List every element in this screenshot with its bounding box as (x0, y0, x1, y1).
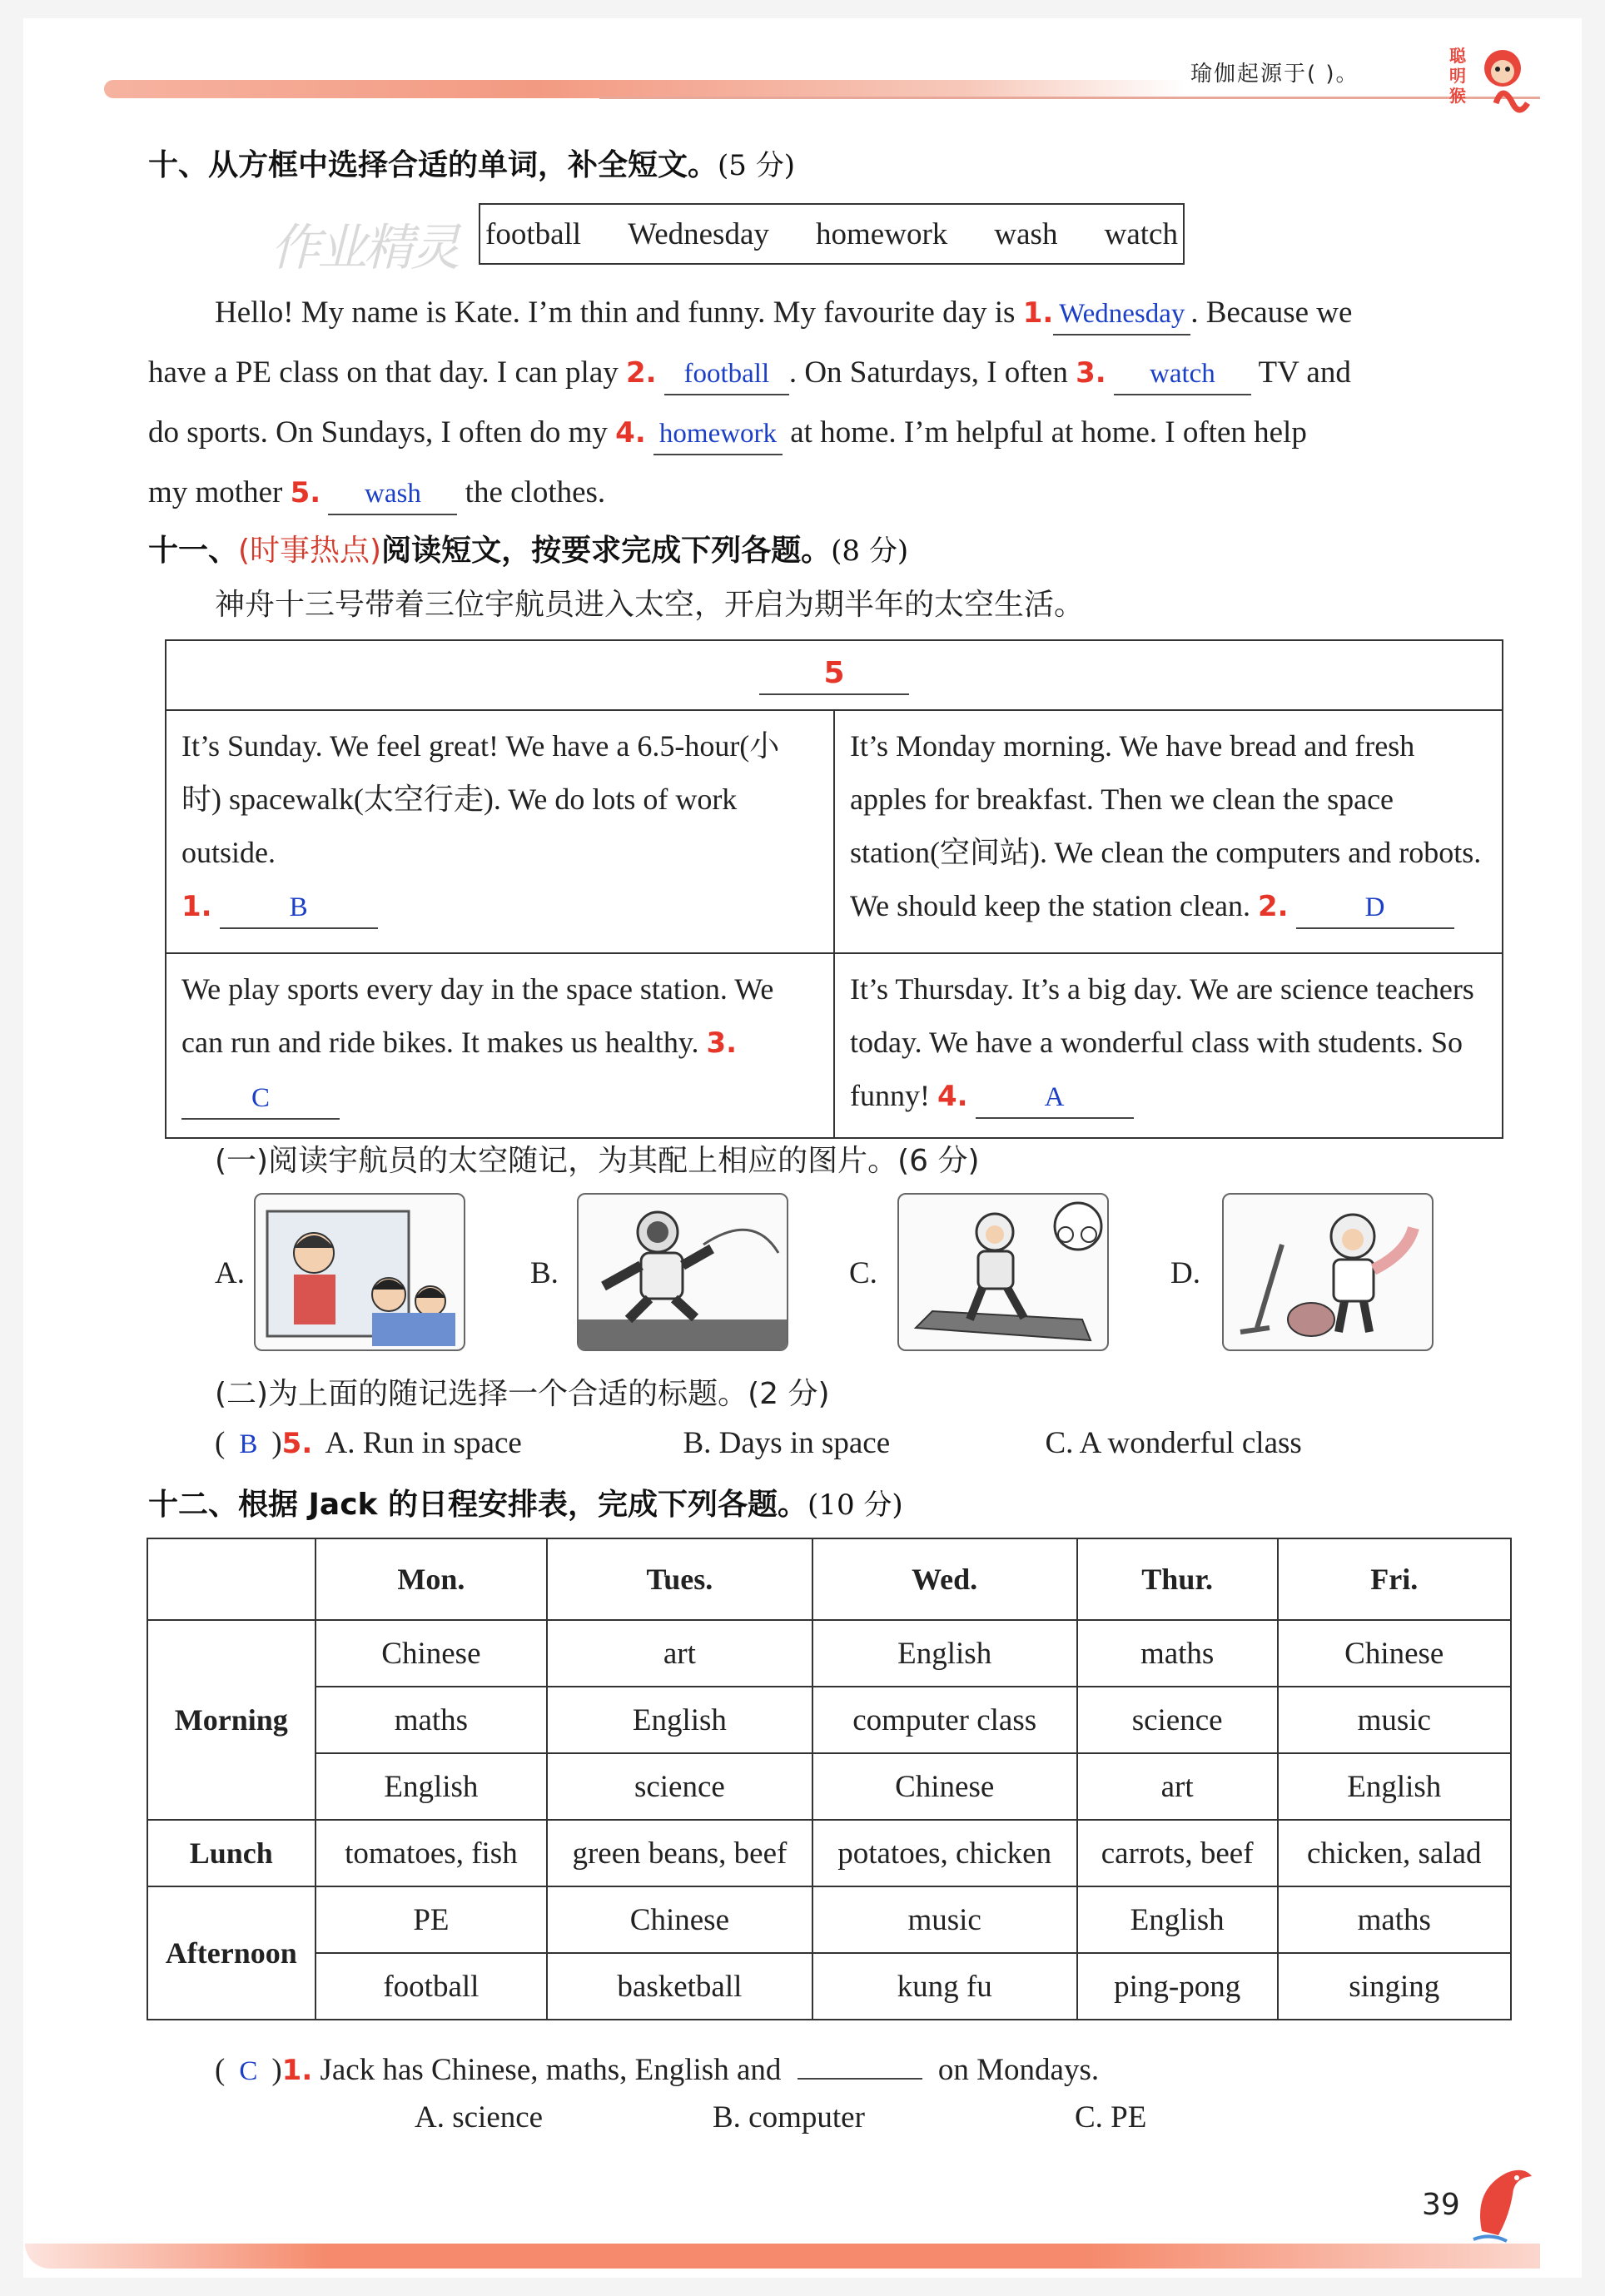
footer-decor-bar (25, 2244, 1540, 2269)
day-header: Thur. (1077, 1538, 1278, 1620)
logo-char-3: 猴 (1449, 86, 1466, 106)
header-question: 瑜伽起源于( )。 (1190, 62, 1359, 87)
schedule-cell: Chinese (1278, 1620, 1511, 1687)
schedule-cell: football (316, 1953, 548, 2020)
schedule-cell: music (1278, 1687, 1511, 1753)
schedule-cell: chicken, salad (1278, 1820, 1511, 1886)
schedule-cell: Chinese (812, 1753, 1077, 1820)
word-bank-item: football (485, 216, 582, 251)
day-header: Tues. (547, 1538, 812, 1620)
word-bank-item: Wednesday (628, 216, 769, 251)
schedule-cell: computer class (812, 1687, 1077, 1753)
q5-option-a[interactable]: A. Run in space (325, 1426, 522, 1460)
diary-cell-3: We play sports every day in the space station. We can run and ride bikes. It makes us healthy. 3. C (166, 953, 834, 1138)
schedule-cell: carrots, beef (1077, 1820, 1278, 1886)
day-header: Mon. (316, 1538, 548, 1620)
word-bank-item: homework (816, 216, 948, 251)
section-10-title: 十、从方框中选择合适的单词，补全短文。(5 分) (148, 148, 795, 182)
blank-3[interactable]: watch (1114, 357, 1251, 395)
section-12-title: 十二、根据 Jack 的日程安排表，完成下列各题。(10 分) (148, 1488, 903, 1522)
word-bank-item: watch (1104, 216, 1178, 251)
schedule-cell: maths (1077, 1620, 1278, 1687)
word-bank-box (479, 203, 1185, 265)
question-1: ( C )1. Jack has Chinese, maths, English and on Mondays. (215, 2041, 1099, 2088)
schedule-cell: ping-pong (1077, 1953, 1278, 2020)
schedule-cell: singing (1278, 1953, 1511, 2020)
schedule-cell: art (547, 1620, 812, 1687)
title-answer[interactable]: 5 (759, 657, 909, 695)
schedule-cell: music (812, 1886, 1077, 1953)
schedule-cell: English (1077, 1886, 1278, 1953)
diary-cell-4: It’s Thursday. It’s a big day. We are science teachers today. We have a wonderful class with students. So funny! 4. A (834, 953, 1503, 1138)
q1-answer[interactable]: C (239, 2056, 258, 2086)
diary-answer-3[interactable]: C (181, 1081, 340, 1120)
schedule-cell: English (812, 1620, 1077, 1687)
space-diary-table (165, 639, 1503, 1139)
schedule-cell: English (547, 1687, 812, 1753)
schedule-cell: PE (316, 1886, 548, 1953)
q5-option-c[interactable]: C. A wonderful class (1045, 1426, 1302, 1460)
vacuum-cleaning-picture[interactable] (1222, 1193, 1434, 1351)
word-bank-item: wash (994, 216, 1058, 251)
pic-label-d: D. (1170, 1256, 1200, 1290)
q5-answer[interactable]: B (239, 1429, 258, 1459)
schedule-cell: maths (1278, 1886, 1511, 1953)
schedule-cell: science (547, 1753, 812, 1820)
diary-answer-4[interactable]: A (976, 1081, 1134, 1119)
cloze-passage: Hello! My name is Kate. I’m thin and funny. My favourite day is 1. Wednesday . Because we have a PE class on that day. I can play 2. football . On Saturdays, I often 3. watch TV and do sports. On Sundays, I often do my 4. homework at home. I’m helpful at home. I often help my mother 5. wash the clothes. (148, 283, 1522, 523)
schedule-cell: English (1278, 1753, 1511, 1820)
schedule-cell: kung fu (812, 1953, 1077, 2020)
spacewalk-picture[interactable] (577, 1193, 788, 1351)
blank-4[interactable]: homework (653, 417, 783, 455)
morning-label: Morning (147, 1620, 316, 1820)
diary-cell-2: It’s Monday morning. We have bread and fresh apples for breakfast. Then we clean the space station(空间站). We clean the computers and robots. We should keep the station clean. 2. D (834, 710, 1503, 953)
day-header: Wed. (812, 1538, 1077, 1620)
diary-cell-1: It’s Sunday. We feel great! We have a 6.5-hour(小时) spacewalk(太空行走). We do lots of work outside. 1. B (166, 710, 834, 953)
lunch-label: Lunch (147, 1820, 316, 1886)
q5-option-b[interactable]: B. Days in space (683, 1426, 891, 1460)
header-rule (599, 97, 1540, 99)
section-11-intro: 神舟十三号带着三位宇航员进入太空，开启为期半年的太空生活。 (215, 588, 1085, 622)
schedule-cell: basketball (547, 1953, 812, 2020)
page-number: 39 (1422, 2188, 1460, 2222)
treadmill-picture[interactable] (897, 1193, 1109, 1351)
pic-label-c: C. (849, 1256, 877, 1290)
dolphin-icon (1465, 2156, 1540, 2248)
q1-option-b[interactable]: B. computer (713, 2100, 865, 2134)
schedule-cell: Chinese (316, 1620, 548, 1687)
blank-1[interactable]: Wednesday (1053, 297, 1190, 335)
question-5: ( B )5. A. Run in space B. Days in space C. A wonderful class (215, 1426, 1302, 1460)
table-title-cell (166, 640, 1503, 710)
pic-label-b: B. (530, 1256, 559, 1290)
q1-option-a[interactable]: A. science (415, 2100, 544, 2134)
section-11-title: 十一、(时事热点)阅读短文，按要求完成下列各题。(8 分) (148, 534, 909, 568)
part-2-instruction: (二)为上面的随记选择一个合适的标题。(2 分) (215, 1377, 830, 1411)
pic-label-a: A. (215, 1256, 245, 1290)
schedule-cell: English (316, 1753, 548, 1820)
watermark: 作业精灵 (271, 219, 457, 277)
q1-option-c[interactable]: C. PE (1075, 2100, 1147, 2134)
afternoon-label: Afternoon (147, 1886, 316, 2020)
schedule-cell: maths (316, 1687, 548, 1753)
schedule-cell: art (1077, 1753, 1278, 1820)
logo-char-1: 聪 (1449, 46, 1466, 66)
header-decor-bar (104, 80, 1186, 98)
schedule-cell: Chinese (547, 1886, 812, 1953)
q1-options (415, 2100, 1146, 2135)
blank-5[interactable]: wash (328, 477, 457, 515)
day-header: Fri. (1278, 1538, 1511, 1620)
teacher-class-picture[interactable] (254, 1193, 465, 1351)
schedule-cell: tomatoes, fish (316, 1820, 548, 1886)
diary-answer-1[interactable]: B (220, 891, 378, 929)
schedule-cell: science (1077, 1687, 1278, 1753)
corner-cell (147, 1538, 316, 1620)
diary-answer-2[interactable]: D (1296, 891, 1454, 929)
blank-2[interactable]: football (664, 357, 789, 395)
part-1-instruction: (一)阅读宇航员的太空随记，为其配上相应的图片。(6 分) (215, 1144, 980, 1178)
schedule-cell: potatoes, chicken (812, 1820, 1077, 1886)
q1-blank[interactable] (798, 2041, 922, 2080)
logo-char-2: 明 (1449, 66, 1466, 86)
schedule-cell: green beans, beef (547, 1820, 812, 1886)
monkey-logo-icon (1444, 33, 1536, 125)
schedule-table (147, 1538, 1512, 2020)
